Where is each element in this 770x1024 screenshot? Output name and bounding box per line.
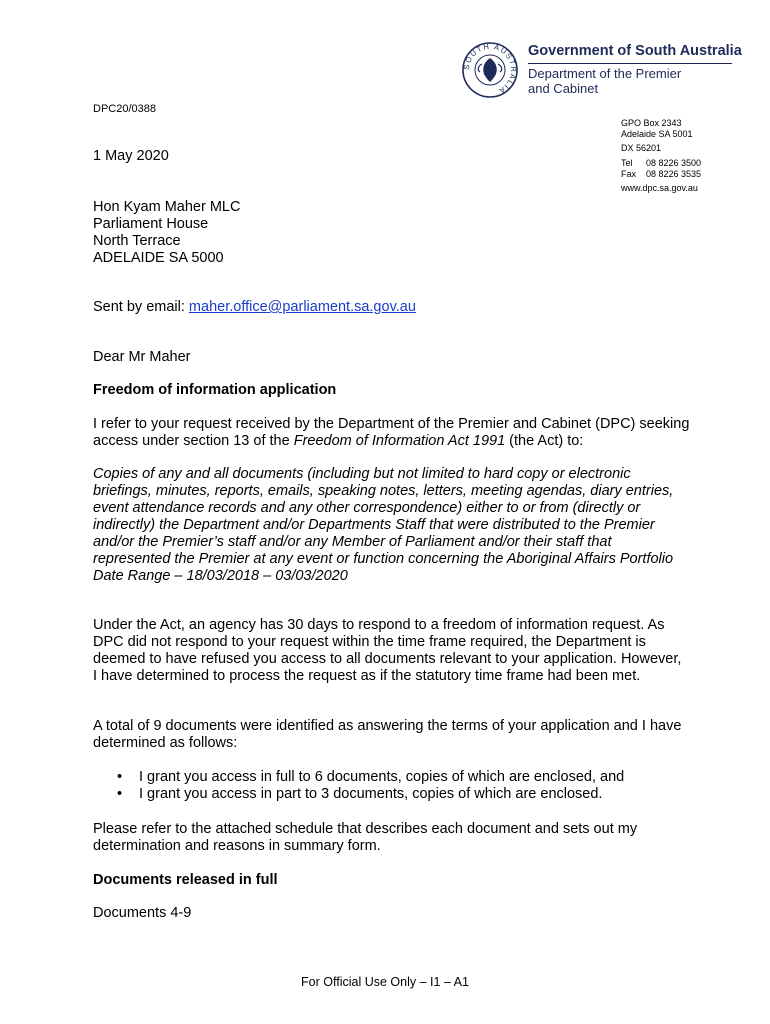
reference-number: DPC20/0388 bbox=[93, 103, 156, 115]
government-name: Government of South Australia bbox=[528, 43, 742, 59]
recipient-name: Hon Kyam Maher MLC bbox=[93, 199, 241, 215]
request-text bbox=[93, 466, 683, 585]
list-item-text: I grant you access in full to 6 documents, copies of which are enclosed, and bbox=[139, 769, 625, 785]
intro-paragraph bbox=[93, 416, 693, 450]
contact-po-box: GPO Box 2343 bbox=[621, 118, 682, 128]
fax-number: 08 8226 3535 bbox=[646, 169, 702, 179]
sa-crest-icon bbox=[462, 42, 518, 98]
letterhead-divider bbox=[528, 63, 732, 64]
contact-fax bbox=[621, 169, 701, 180]
department-name-line2: and Cabinet bbox=[528, 81, 599, 96]
bullet-icon: • bbox=[117, 769, 123, 785]
statutory-timeframe-paragraph: Under the Act, an agency has 30 days to respond to a freedom of information request. As DPC did not respond to your request within the time frame required, the Department is deemed to have refused you access to all documents relevant to your application. However, I have determined to process the request as if the statutory time frame had been met. bbox=[93, 617, 682, 684]
documents-released-heading: Documents released in full bbox=[93, 872, 278, 888]
sent-by-email bbox=[93, 299, 693, 316]
salutation: Dear Mr Maher bbox=[93, 349, 191, 365]
crest-lettering: SOUTH AUSTRALIA bbox=[462, 42, 518, 96]
sent-by-prefix: Sent by email: bbox=[93, 299, 189, 315]
intro-part1: I refer to your request received by the Department of the Premier and Cabinet (DPC) seeking access under section 13 of the bbox=[93, 416, 690, 449]
list-item bbox=[93, 769, 693, 786]
total-documents-paragraph: A total of 9 documents were identified as answering the terms of your application and I have determined as follows: bbox=[93, 718, 682, 751]
contact-dx: DX 56201 bbox=[621, 143, 662, 153]
email-link[interactable]: maher.office@parliament.sa.gov.au bbox=[188, 299, 416, 315]
letterhead bbox=[462, 42, 742, 102]
recipient-address bbox=[93, 199, 693, 267]
tel-label: Tel bbox=[621, 158, 633, 168]
act-name: Freedom of Information Act 1991 bbox=[293, 433, 506, 449]
intro-part2: (the Act) to: bbox=[505, 433, 584, 449]
documents-range: Documents 4-9 bbox=[93, 905, 192, 921]
tel-number: 08 8226 3500 bbox=[646, 158, 702, 168]
determination-list bbox=[93, 769, 693, 803]
letter-heading: Freedom of information application bbox=[93, 382, 337, 398]
list-item-text: I grant you access in part to 3 documents, copies of which are enclosed. bbox=[139, 786, 603, 802]
request-description: Copies of any and all documents (including but not limited to hard copy or electronic briefings, minutes, reports, emails, speaking notes, letters, meeting agendas, diary entries, event attendance records and any other correspondence) either to or from (directly or indirectly) the Department and/or Departments Staff that were distributed to the Premier and/or the Premier’s staff and/or any Member of Parliament and/or their staff that represented the Premier at any event or function concerning the Aboriginal Affairs Portfolio bbox=[93, 466, 674, 567]
schedule-paragraph: Please refer to the attached schedule that describes each document and sets out my determination and reasons in summary form. bbox=[93, 821, 638, 854]
contact-website: www.dpc.sa.gov.au bbox=[621, 183, 698, 193]
recipient-line1: Parliament House bbox=[93, 216, 209, 232]
date-range: Date Range – 18/03/2018 – 03/03/2020 bbox=[93, 568, 348, 584]
department-name-line1: Department of the Premier bbox=[528, 66, 682, 81]
letter-date: 1 May 2020 bbox=[93, 148, 169, 164]
list-item bbox=[93, 786, 693, 803]
fax-label: Fax bbox=[621, 169, 637, 179]
contact-city: Adelaide SA 5001 bbox=[621, 129, 693, 139]
bullet-icon: • bbox=[117, 786, 123, 802]
recipient-line3: ADELAIDE SA 5000 bbox=[93, 250, 224, 266]
page-footer: For Official Use Only – I1 – A1 bbox=[301, 975, 469, 989]
recipient-line2: North Terrace bbox=[93, 233, 181, 249]
